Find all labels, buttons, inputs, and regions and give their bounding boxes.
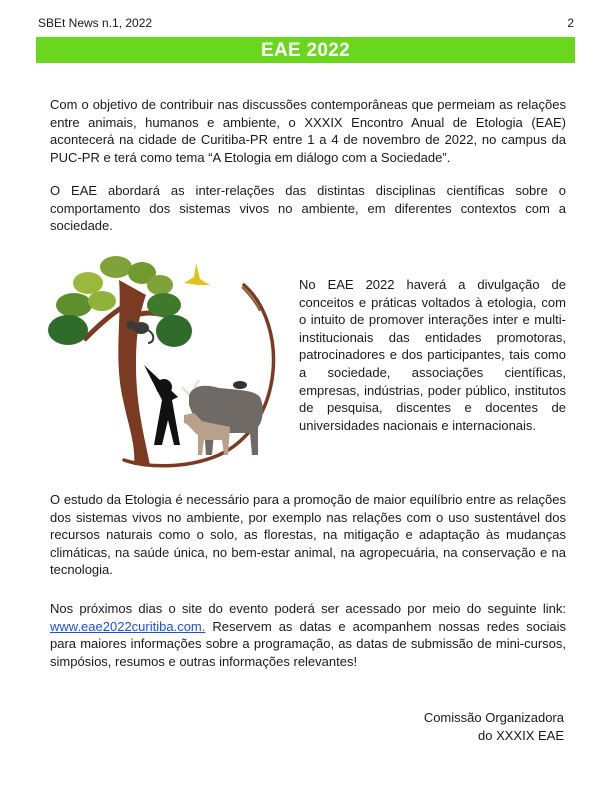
signature-line-1: Comissão Organizadora [423, 710, 564, 725]
page-header [38, 16, 574, 30]
page-number: 2 [567, 16, 574, 30]
website-text-before: Nos próximos dias o site do evento poderá ser acessado por meio do seguinte link: [50, 601, 566, 616]
website-paragraph [50, 600, 566, 670]
eae-logo-icon [44, 255, 284, 470]
section-banner: EAE 2022 [36, 37, 575, 63]
signature [424, 709, 564, 744]
signature-line-2: do XXXIX EAE [478, 727, 564, 743]
intro-paragraph: Com o objetivo de contribuir nas discussões contemporâneas que permeiam as relações entre animais, humanos e ambiente, o XXXIX Encontro Anual de Etologia (EAE) acontecerá na cidade de Curitiba-PR entre 1 a 4 de novembro de 2022, no campus da PUC-PR e terá como tema “A Etologia em diálogo com a Sociedade”. [50, 97, 566, 165]
ethology-paragraph: O estudo da Etologia é necessário para a promoção de maior equilíbrio entre as relações dos sistemas vivos no ambiente, por exemplo nas relações com o uso sustentável dos recursos naturais como o solo, as florestas, na mitigação e adaptação às mudanças climáticas, na saúde única, no bem-estar animal, na agropecuária, na conservação e na tecnologia. [50, 492, 566, 578]
event-website-link[interactable]: www.eae2022curitiba.com. [50, 618, 206, 634]
events-paragraph: No EAE 2022 haverá a divulgação de conceitos e práticas voltados à etologia, com o intuito de promover interações inter e multi-institucionais das entidades promotoras, patrocinadores e dos participantes, tais como a sociedade, associações científicas, empresas, indústrias, poder público, institutos de pesquisa, discentes e docentes de universidades nacionais e internacionais. [299, 277, 566, 433]
newsletter-title: SBEt News n.1, 2022 [38, 16, 153, 30]
website-text-after: Reservem as datas e acompanhem nossas redes sociais para maiores informações sobre a programação, as datas de submissão de mini-cursos, simpósios, resumos e outras informações relevantes! [50, 618, 566, 669]
scope-paragraph: O EAE abordará as inter-relações das distintas disciplinas científicas sobre o comportamento dos sistemas vivos no ambiente, em diferentes contextos com a sociedade. [50, 183, 566, 234]
